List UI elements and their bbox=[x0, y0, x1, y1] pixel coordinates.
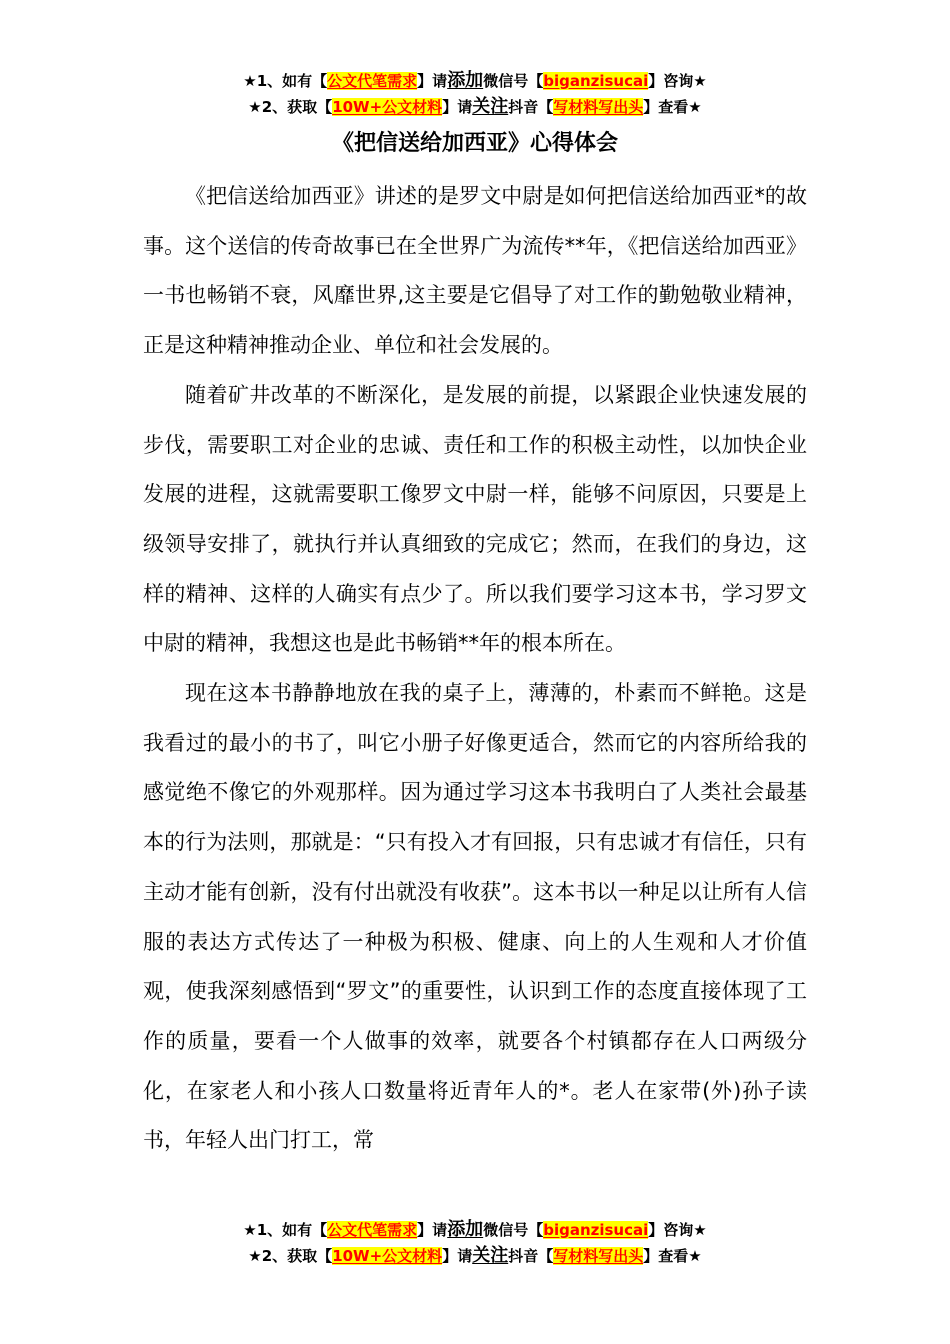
banner-text: 抖音【 bbox=[508, 1247, 554, 1265]
banner-text: 】请 bbox=[442, 1247, 473, 1265]
header-banner bbox=[0, 68, 950, 120]
banner-emphasis: 添加 bbox=[447, 70, 484, 91]
banner-line-1 bbox=[0, 1217, 950, 1243]
banner-highlight: biganzisucai bbox=[543, 72, 649, 90]
banner-text: 微信号【 bbox=[483, 1221, 544, 1239]
document-body bbox=[143, 172, 807, 1166]
banner-text: ★1、如有【 bbox=[243, 72, 328, 90]
banner-highlight: 10W+公文材料 bbox=[332, 98, 443, 116]
banner-highlight: 写材料写出头 bbox=[553, 1247, 644, 1265]
banner-text: 】查看★ bbox=[643, 1247, 702, 1265]
banner-highlight: 写材料写出头 bbox=[553, 98, 644, 116]
banner-emphasis: 关注 bbox=[472, 1245, 509, 1266]
banner-emphasis: 关注 bbox=[472, 96, 509, 117]
banner-highlight: 10W+公文材料 bbox=[332, 1247, 443, 1265]
banner-text: 微信号【 bbox=[483, 72, 544, 90]
banner-line-2 bbox=[0, 1243, 950, 1269]
document-title: 《把信送给加西亚》心得体会 bbox=[331, 131, 618, 156]
banner-highlight: 公文代笔需求 bbox=[327, 1221, 418, 1239]
banner-text: ★2、获取【 bbox=[248, 98, 333, 116]
banner-text: ★1、如有【 bbox=[243, 1221, 328, 1239]
footer-banner bbox=[0, 1217, 950, 1269]
banner-text: 抖音【 bbox=[508, 98, 554, 116]
banner-text: 】咨询★ bbox=[648, 72, 707, 90]
banner-text: 】请 bbox=[442, 98, 473, 116]
paragraph-1: 《把信送给加西亚》讲述的是罗文中尉是如何把信送给加西亚*的故事。这个送信的传奇故事已在全世界广为流传**年，《把信送给加西亚》一书也畅销不衰，风靡世界,这主要是它倡导了对工作的勤勉敬业精神，正是这种精神推动企业、单位和社会发展的。 bbox=[143, 184, 807, 358]
banner-text: 】咨询★ bbox=[648, 1221, 707, 1239]
paragraph-2: 随着矿井改革的不断深化，是发展的前提，以紧跟企业快速发展的步伐，需要职工对企业的忠诚、责任和工作的积极主动性，以加快企业发展的进程，这就需要职工像罗文中尉一样，能够不问原因，只要是上级领导安排了，就执行并认真细致的完成它；然而，在我们的身边，这样的精神、这样的人确实有点少了。所以我们要学习这本书，学习罗文中尉的精神，我想这也是此书畅销**年的根本所在。 bbox=[143, 382, 807, 656]
banner-emphasis: 添加 bbox=[447, 1219, 484, 1240]
banner-text: 】查看★ bbox=[643, 98, 702, 116]
paragraph-3: 现在这本书静静地放在我的桌子上，薄薄的，朴素而不鲜艳。这是我看过的最小的书了，叫它小册子好像更适合，然而它的内容所给我的感觉绝不像它的外观那样。因为通过学习这本书我明白了人类社会最基本的行为法则，那就是：“只有投入才有回报，只有忠诚才有信任，只有主动才能有创新，没有付出就没有收获”。这本书以一种足以让所有人信服的表达方式传达了一种极为积极、健康、向上的人生观和人才价值观，使我深刻感悟到“罗文”的重要性，认识到工作的态度直接体现了工作的质量，要看一个人做事的效率，就要各个村镇都存在人口两级分化，在家老人和小孩人口数量将近青年人的*。老人在家带(外)孙子读书，年轻人出门打工，常 bbox=[143, 681, 807, 1153]
banner-text: 】请 bbox=[417, 1221, 448, 1239]
banner-line-2 bbox=[0, 94, 950, 120]
banner-line-1 bbox=[0, 68, 950, 94]
banner-text: 】请 bbox=[417, 72, 448, 90]
banner-highlight: 公文代笔需求 bbox=[327, 72, 418, 90]
banner-text: ★2、获取【 bbox=[248, 1247, 333, 1265]
banner-highlight: biganzisucai bbox=[543, 1221, 649, 1239]
